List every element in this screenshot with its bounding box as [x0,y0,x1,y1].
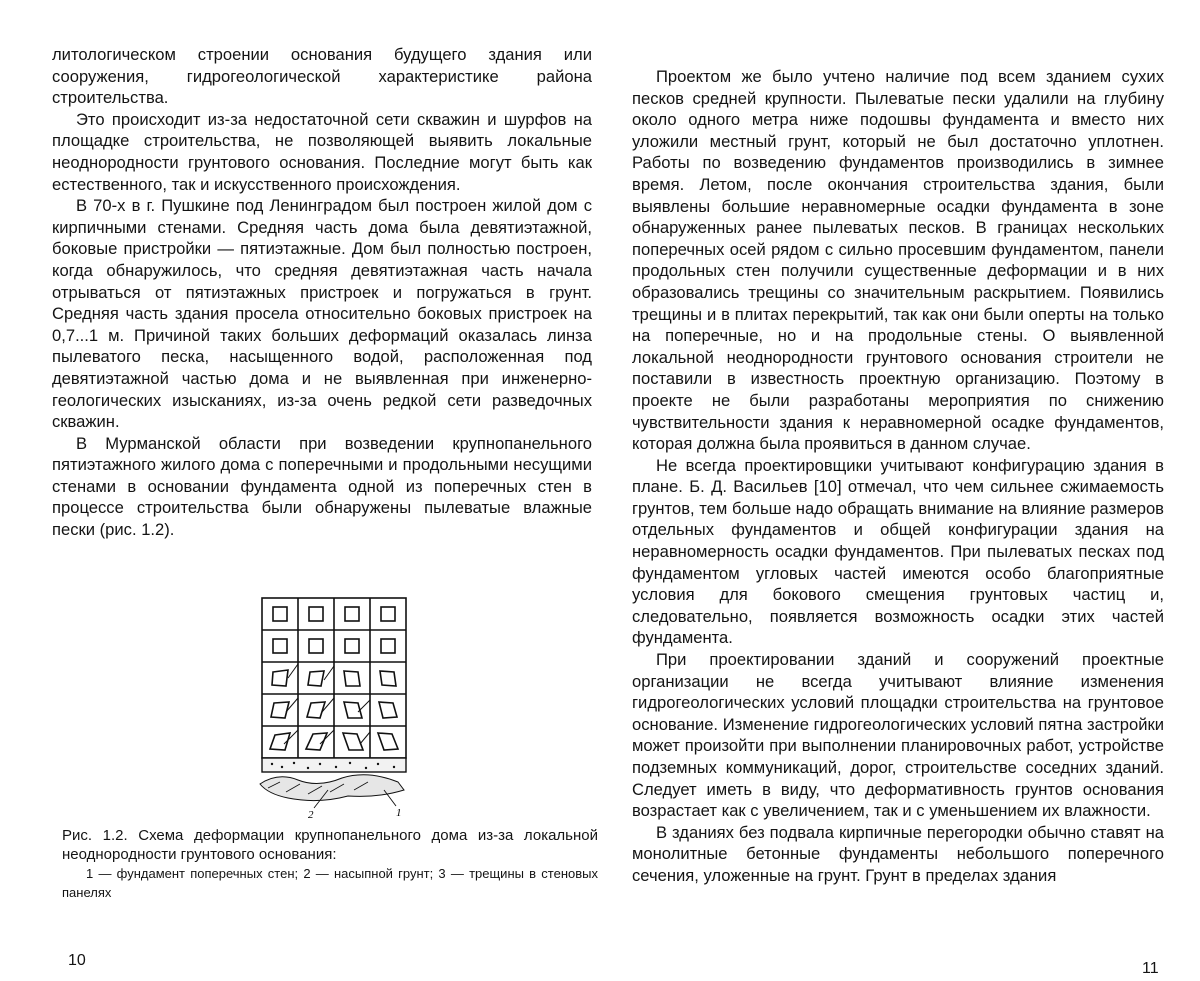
caption-title: Рис. 1.2. Схема деформации крупнопанельного дома из-за локальной неоднородности грунтового основания: [62,827,598,863]
paragraph: В зданиях без подвала кирпичные перегородки обычно ставят на монолитные бетонные фундаменты небольшого поперечного сечения, уложенные на грунт. Грунт в пределах здания [632,822,1164,885]
caption-legend: 1 — фундамент поперечных стен; 2 — насыпной грунт; 3 — трещины в стеновых панелях [62,866,598,900]
building-deformation-figure [258,594,410,820]
paragraph: В 70-х в г. Пушкине под Ленинградом был построен жилой дом с кирпичными стенами. Средняя часть дома была девятиэтажной, боковые пристройки — пятиэтажные. Дом был полностью построен, когда обнаружилось, что средняя девятиэтажная часть начала отрываться от пятиэтажных пристроек и погружаться в грунт. Средняя часть здания просела относительно боковых пристроек на 0,7...1 м. Причиной таких больших деформаций оказалась линза пылеватого песка, насыщенного водой, расположенная под девятиэтажной частью дома и не выявленная при инженерно-геологических изысканиях, из-за очень редкой сети разведочных скважин. [52,196,592,432]
left-page-text [52,44,592,541]
page-number-right: 11 [1142,960,1159,977]
figure-label-2: 2 [308,809,314,820]
right-page-text [632,66,1164,887]
paragraph: Не всегда проектировщики учитывают конфигурацию здания в плане. Б. Д. Васильев [10] отмечал, что чем сильнее сжимаемость грунтов, тем больше надо обращать внимание на влияние размеров отдельных фундаментов и общей конфигурации здания на неравномерность осадки фундаментов. При пылеватых песках под фундаментом угловых частей имеются особо благоприятные условия для бокового смещения грунтовых частиц и, следовательно, появляется возможность осадки этих частей фундамента. [632,455,1164,648]
paragraph: Это происходит из-за недостаточной сети скважин и шурфов на площадке строительства, не позволяющей выявить локальные неоднородности грунтового основания. Последние могут быть как естественного, так и искусственного происхождения. [52,109,592,194]
paragraph: Проектом же было учтено наличие под всем зданием сухих песков средней крупности. Пылеватые пески удалили на глубину около одного метра ниже подошвы фундамента и вместо них уложили местный грунт, который не был достаточно уплотнен. Работы по возведению фундаментов производились в зимнее время. Летом, после окончания строительства здания, были выявлены большие неравномерные осадки фундамента в зоне обнаруженных ранее пылеватых песков. В границах нескольких поперечных осей рядом с сильно просевшим фундаментом, панели продольных стен получили существенные деформации и в них образовались трещины со значительным раскрытием. Появились трещины и в плитах перекрытий, так как они были оперты на только на поперечные, но и на продольные стены. О выявленной локальной неоднородности грунтового основания строители не поставили в известность проектную организацию. Поэтому в проекте не были разработаны мероприятия по снижению чувствительности здания к неравномерной осадке фундаментов, которая должна была проявиться в данном случае. [632,67,1164,454]
figure-label-1: 1 [396,807,402,819]
figure-caption [62,826,598,902]
paragraph: литологическом строении основания будущего здания или сооружения, гидрогеологической характеристике района строительства. [52,45,592,108]
page-number-left: 10 [68,952,86,969]
paragraph: При проектировании зданий и сооружений проектные организации не всегда учитывают влияние изменения гидрогеологических условий площадки строительства на грунтовое основание. Изменение гидрогеологических условий пятна застройки может произойти при выполнении планировочных работ, устройстве подземных коммуникаций, дорог, строительстве соседних зданий. Следует иметь в виду, что деформативность грунтов основания возрастает как с увеличением, так и с уменьшением их влажности. [632,650,1164,821]
paragraph: В Мурманской области при возведении крупнопанельного пятиэтажного жилого дома с поперечными и продольными несущими стенами в основании фундамента одной из поперечных стен в процессе строительства были обнаружены пылеватые влажные пески (рис. 1.2). [52,433,592,540]
building-scheme-drawing [258,594,410,820]
